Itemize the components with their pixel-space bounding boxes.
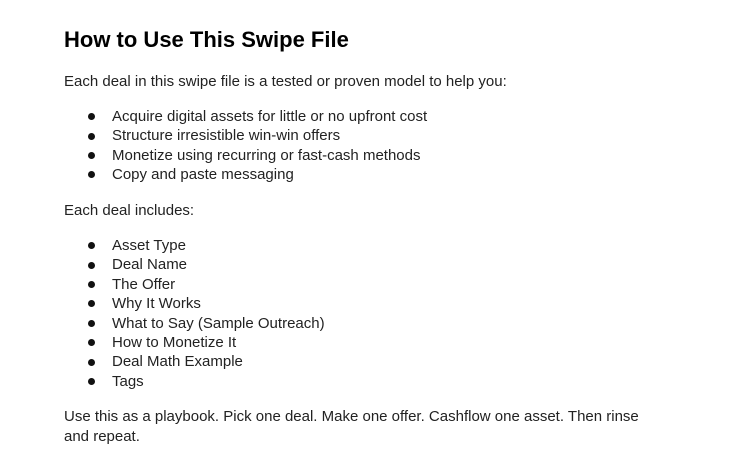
list-item-text: Tags bbox=[112, 372, 144, 390]
list-item bbox=[64, 236, 325, 255]
bullet-icon bbox=[88, 281, 95, 288]
list-item-text: Copy and paste messaging bbox=[112, 166, 294, 184]
list-item-text: Deal Name bbox=[112, 256, 188, 274]
list-item bbox=[64, 372, 325, 391]
list-item-text: Asset Type bbox=[112, 237, 186, 254]
includes-list bbox=[64, 236, 325, 391]
bullet-icon bbox=[88, 320, 95, 327]
bullet-icon bbox=[88, 378, 95, 385]
list-item bbox=[64, 333, 325, 352]
bullet-icon bbox=[88, 339, 95, 346]
bullet-icon bbox=[88, 262, 95, 269]
list-item bbox=[64, 314, 325, 333]
includes-label: Each deal includes: bbox=[64, 202, 195, 219]
bullet-icon bbox=[88, 171, 95, 178]
bullet-icon bbox=[88, 242, 95, 249]
bullet-icon bbox=[88, 133, 95, 140]
list-item bbox=[64, 126, 427, 145]
list-item bbox=[64, 255, 325, 274]
list-item-text: Why It Works bbox=[112, 295, 201, 313]
closing-paragraph: Use this as a playbook. Pick one deal. Make one offer. Cashflow one asset. Then rinse and repeat. bbox=[64, 408, 639, 445]
list-item bbox=[64, 165, 427, 184]
list-item-text: Acquire digital assets for little or no upfront cost bbox=[112, 108, 428, 125]
bullet-icon bbox=[88, 300, 95, 307]
intro-paragraph: Each deal in this swipe file is a tested or proven model to help you: bbox=[64, 73, 507, 90]
benefits-list bbox=[64, 107, 427, 185]
bullet-icon bbox=[88, 152, 95, 159]
list-item-text: Structure irresistible win-win offers bbox=[112, 127, 341, 145]
list-item-text: Monetize using recurring or fast-cash methods bbox=[112, 146, 421, 164]
bullet-icon bbox=[88, 113, 95, 120]
list-item bbox=[64, 275, 325, 294]
list-item-text: The Offer bbox=[112, 275, 176, 293]
page-title: How to Use This Swipe File bbox=[64, 27, 349, 52]
list-item bbox=[64, 107, 427, 126]
bullet-icon bbox=[88, 359, 95, 366]
list-item bbox=[64, 352, 325, 371]
list-item-text: How to Monetize It bbox=[112, 333, 237, 351]
list-item bbox=[64, 146, 427, 165]
list-item-text: Deal Math Example bbox=[112, 353, 243, 371]
list-item bbox=[64, 294, 325, 313]
list-item-text: What to Say (Sample Outreach) bbox=[112, 314, 325, 332]
